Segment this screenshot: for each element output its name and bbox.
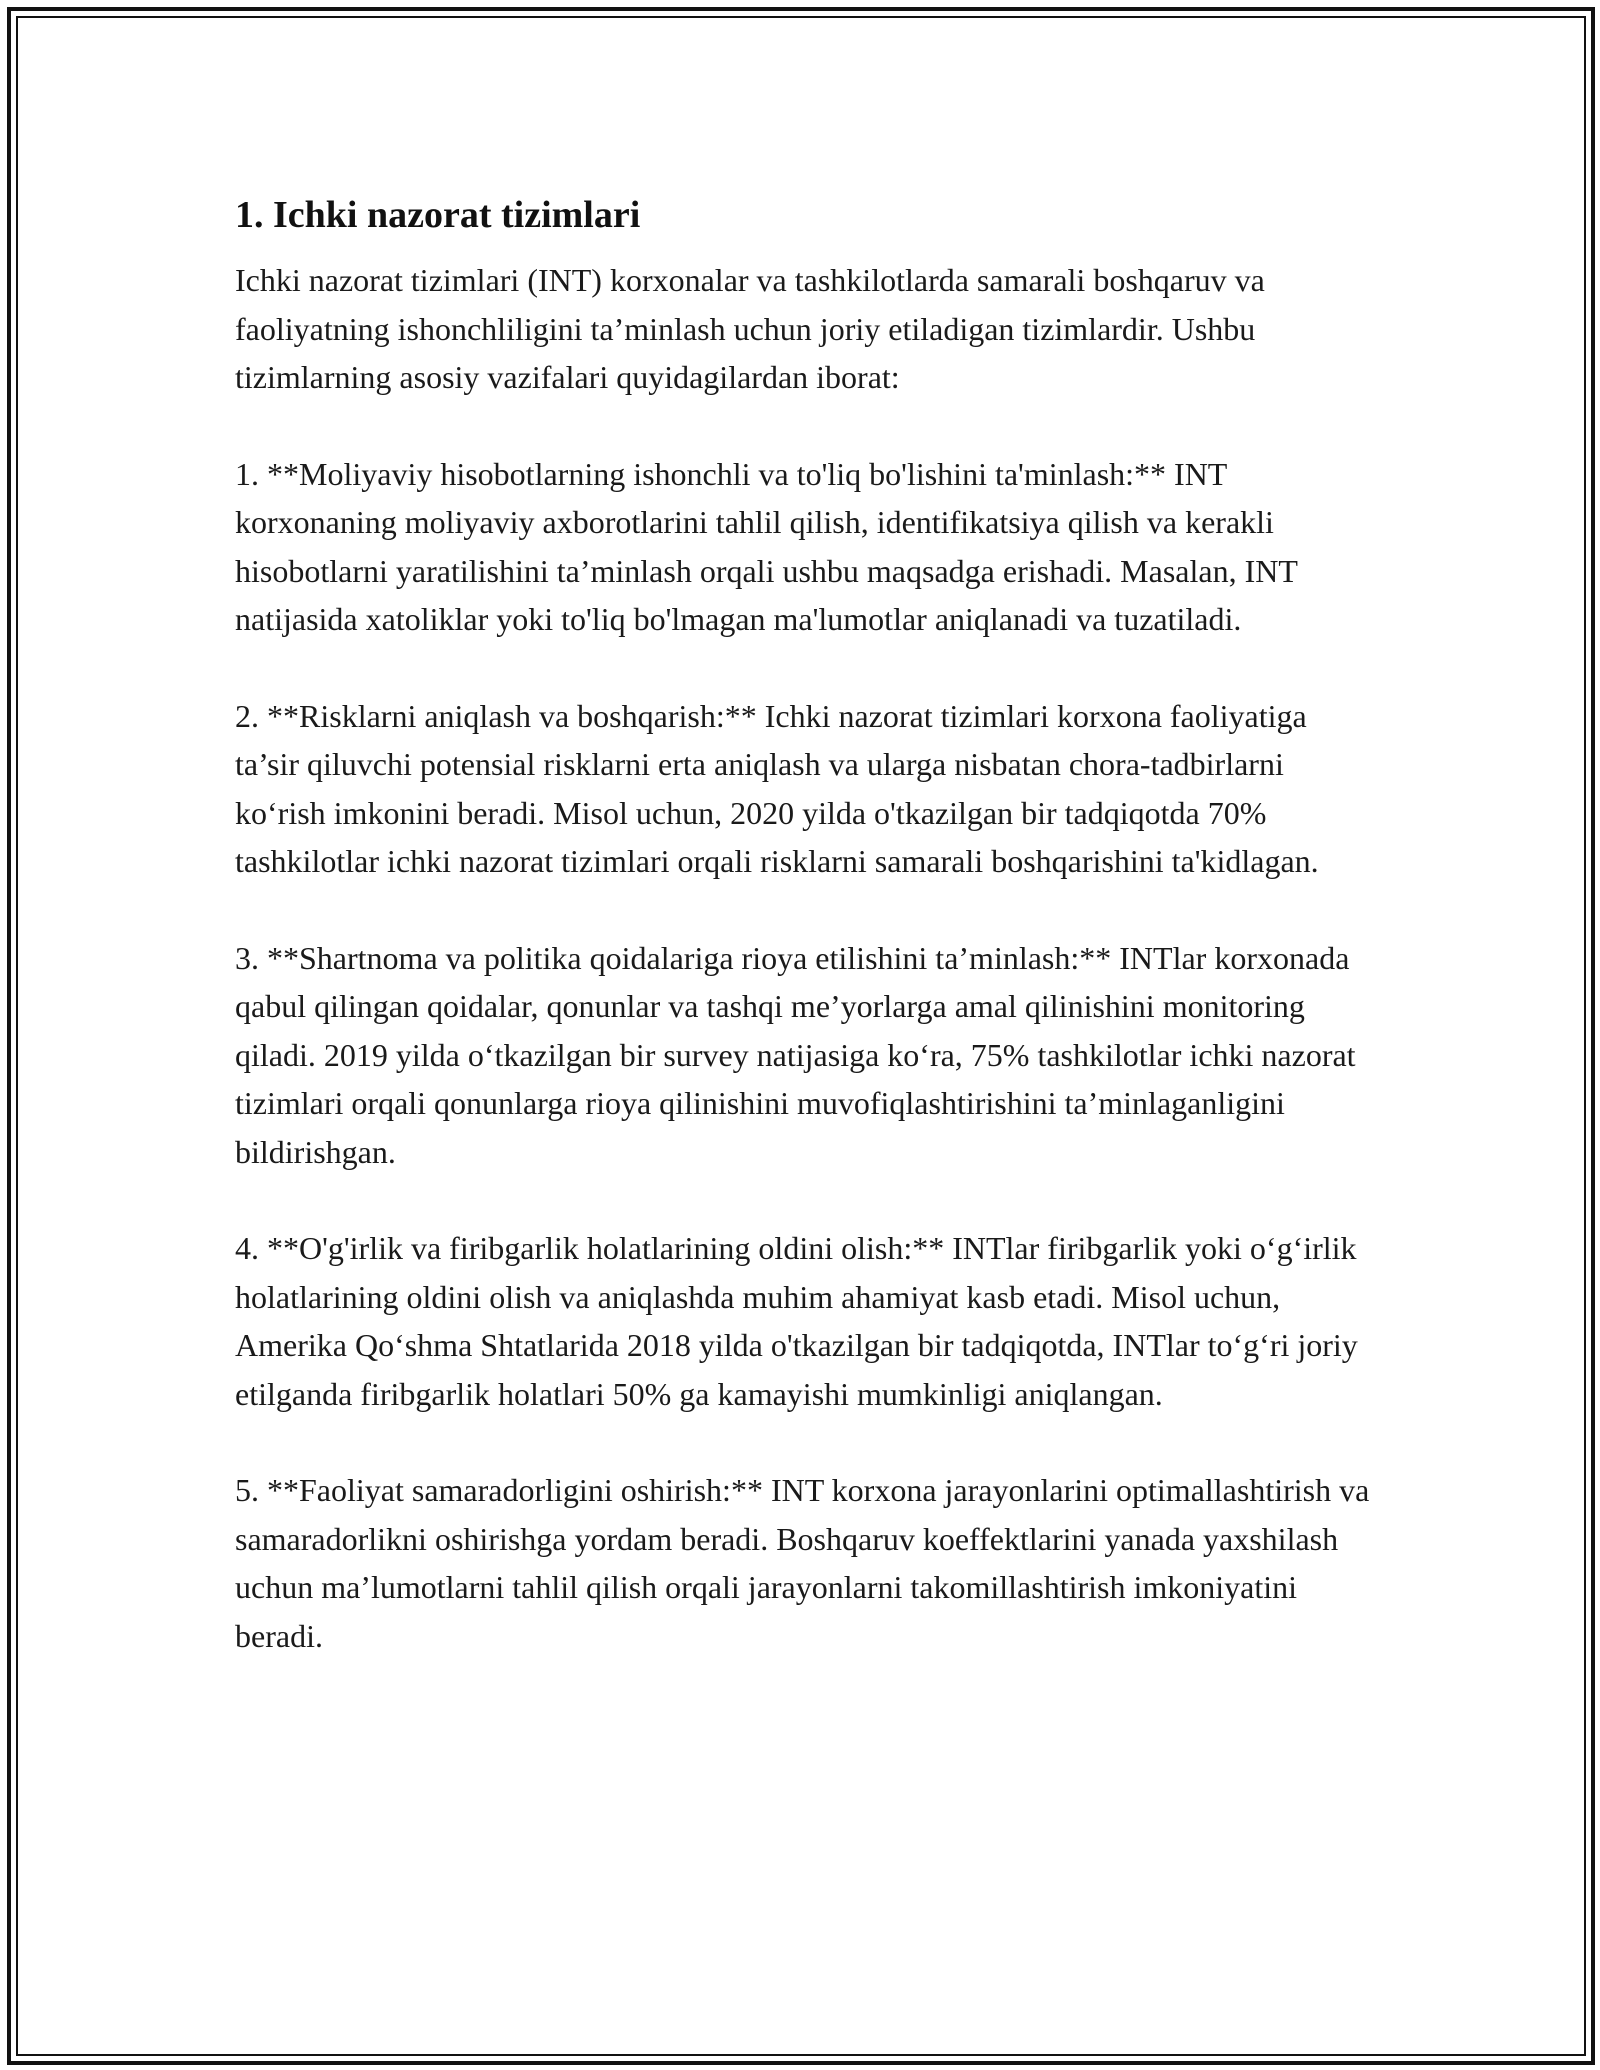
list-item-2-paragraph: 2. **Risklarni aniqlash va boshqarish:** Ichki nazorat tizimlari korxona faoliyatiga ta’sir qiluvchi potensial risklarni erta aniqlash va ularga nisbatan chora-tadbirlarni ko‘rish imkonini beradi. Misol uchun, 2020 yilda o'tkazilgan bir tadqiqotda 70% tashkilotlar ichki nazorat tizimlari orqali risklarni samarali boshqarishini ta'kidlagan.	[235, 697, 1319, 879]
list-item-4-paragraph: 4. **O'g'irlik va firibgarlik holatlarining oldini olish:** INTlar firibgarlik yoki o‘g‘irlik holatlarining oldini olish va aniqlashda muhim ahamiyat kasb etadi. Misol uchun, Amerika Qo‘shma Shtatlarida 2018 yilda o'tkazilgan bir tadqiqotda, INTlar to‘g‘ri joriy etilganda firibgarlik holatlari 50% ga kamayishi mumkinligi aniqlangan.	[235, 1230, 1358, 1412]
document-body	[235, 186, 1370, 1708]
list-item-1-paragraph: 1. **Moliyaviy hisobotlarning ishonchli va to'liq bo'lishini ta'minlash:** INT korxonaning moliyaviy axborotlarini tahlil qilish, identifikatsiya qilish va kerakli hisobotlarni yaratilishini ta’minlash orqali ushbu maqsadga erishadi. Masalan, INT natijasida xatoliklar yoki to'liq bo'lmagan ma'lumotlar aniqlanadi va tuzatiladi.	[235, 455, 1298, 637]
section-heading: 1. Ichki nazorat tizimlari	[235, 194, 641, 236]
list-item-3-paragraph: 3. **Shartnoma va politika qoidalariga rioya etilishini ta’minlash:** INTlar korxonada qabul qilingan qoidalar, qonunlar va tashqi me’yorlarga amal qilinishini monitoring qiladi. 2019 yilda o‘tkazilgan bir survey natijasiga ko‘ra, 75% tashkilotlar ichki nazorat tizimlari orqali qonunlarga rioya qilinishini muvofiqlashtirishini ta’minlaganligini bildirishgan.	[235, 939, 1356, 1170]
intro-paragraph: Ichki nazorat tizimlari (INT) korxonalar va tashkilotlarda samarali boshqaruv va faoliyatning ishonchliligini ta’minlash uchun joriy etiladigan tizimlardir. Ushbu tizimlarning asosiy vazifalari quyidagilardan iborat:	[235, 262, 1265, 395]
list-item-5-paragraph: 5. **Faoliyat samaradorligini oshirish:** INT korxona jarayonlarini optimallashtirish va samaradorlikni oshirishga yordam beradi. Boshqaruv koeffektlarini yanada yaxshilash uchun ma’lumotlarni tahlil qilish orqali jarayonlarni takomillashtirish imkoniyatini beradi.	[235, 1472, 1370, 1654]
